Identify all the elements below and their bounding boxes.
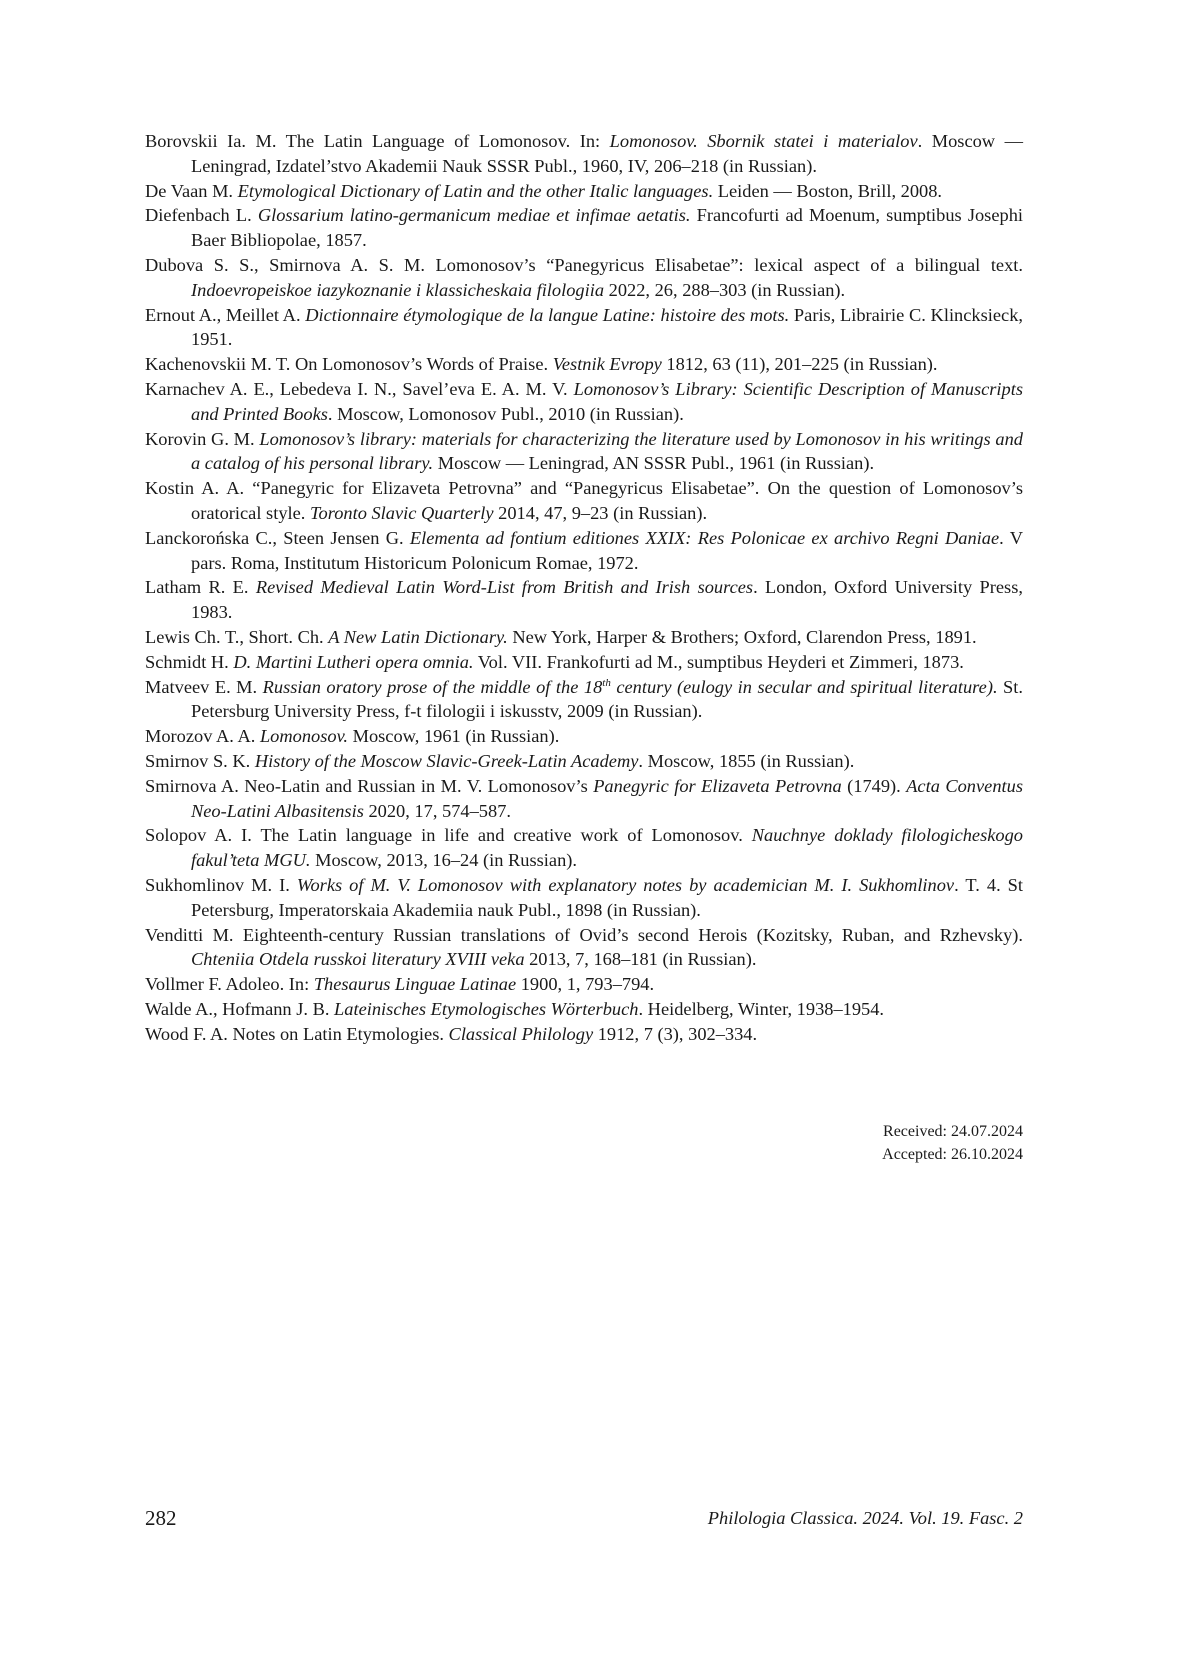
reference-text: (1749). — [841, 775, 907, 796]
reference-text: Kostin A. A. “Panegyric for Elizaveta Petrovna” and “Panegyricus Elisabetae”. On the question of Lomonosov’s oratorical style. — [145, 478, 1023, 523]
reference-text: Morozov A. A. — [145, 726, 260, 747]
reference-text: Moscow, 2013, 16–24 (in Russian). — [310, 850, 577, 871]
reference-entry — [145, 675, 1023, 725]
reference-entry — [145, 823, 1023, 873]
reference-text: Kachenovskii M. T. On Lomonosov’s Words of Praise. — [145, 354, 553, 375]
accepted-date: Accepted: 26.10.2024 — [882, 1146, 1023, 1163]
reference-entry — [145, 625, 1023, 650]
reference-entry — [145, 427, 1023, 477]
reference-entry — [145, 575, 1023, 625]
reference-entry — [145, 179, 1023, 204]
reference-title-italic: D. Martini Lutheri opera omnia. — [233, 651, 474, 672]
reference-entry — [145, 873, 1023, 923]
reference-title-italic: Russian oratory prose of the middle of the 18 — [262, 676, 603, 697]
reference-text: De Vaan M. — [145, 180, 238, 201]
reference-title-italic: Thesaurus Linguae Latinae — [313, 974, 517, 995]
reference-text: Smirnova A. Neo-Latin and Russian in M. V. Lomonosov’s — [145, 775, 594, 796]
reference-text: Lanckorońska C., Steen Jensen G. — [145, 527, 410, 548]
reference-text: Vollmer F. Adoleo. In: — [145, 974, 314, 995]
reference-entry — [145, 774, 1023, 824]
reference-text: Lewis Ch. T., Short. Ch. — [145, 626, 329, 647]
reference-title-italic: Dictionnaire étymologique de la langue Latine: histoire des mots. — [305, 304, 790, 325]
reference-title-italic: Vestnik Evropy — [552, 354, 662, 375]
reference-text: St. Petersburg University Press, f-t filologii i iskusstv, 2009 (in Russian). — [191, 676, 1023, 722]
reference-superscript: th — [602, 676, 611, 689]
reference-text: Venditti M. Eighteenth-century Russian translations of Ovid’s second Herois (Kozitsky, Ruban, and Rzhevsky). — [145, 924, 1023, 945]
reference-entry — [145, 476, 1023, 526]
reference-title-italic: Nauchnye doklady filologicheskogo fakul’teta MGU. — [191, 825, 1023, 871]
reference-title-italic: Toronto Slavic Quarterly — [309, 502, 494, 523]
reference-text: 2020, 17, 574–587. — [363, 800, 511, 821]
reference-title-italic: century (eulogy in secular and spiritual literature). — [610, 676, 998, 697]
reference-entry — [145, 303, 1023, 353]
reference-title-italic: Revised Medieval Latin Word-List from British and Irish sources — [255, 577, 754, 598]
reference-text: 1812, 63 (11), 201–225 (in Russian). — [661, 354, 938, 375]
reference-title-italic: Elementa ad fontium editiones XXIX: Res Polonicae ex archivo Regni Daniae — [409, 527, 1000, 548]
page-number: 282 — [145, 1506, 177, 1530]
reference-list — [145, 129, 1023, 1046]
reference-text: Borovskii Ia. M. The Latin Language of Lomonosov. In: — [145, 131, 610, 151]
reference-title-italic: Lomonosov. Sbornik statei i materialov — [609, 131, 918, 151]
reference-title-italic: Acta Conventus Neo-Latini Albasitensis — [191, 775, 1023, 821]
reference-entry — [145, 724, 1023, 749]
reference-text: Leiden — Boston, Brill, 2008. — [713, 180, 943, 201]
reference-text: . Moscow — Leningrad, Izdatel’stvo Akademii Nauk SSSR Publ., 1960, IV, 206–218 (in Russian). — [191, 131, 1023, 176]
reference-entry — [145, 526, 1023, 576]
reference-text: Karnachev A. E., Lebedeva I. N., Savel’eva E. A. M. V. — [145, 378, 574, 399]
reference-text: 2014, 47, 9–23 (in Russian). — [493, 502, 708, 523]
reference-title-italic: Etymological Dictionary of Latin and the other Italic languages. — [237, 180, 714, 201]
reference-text: Paris, Librairie C. Klincksieck, 1951. — [191, 304, 1023, 350]
reference-title-italic: Works of M. V. Lomonosov with explanatory notes by academician M. I. Sukhomlinov — [296, 874, 955, 895]
received-date: Received: 24.07.2024 — [883, 1123, 1023, 1140]
reference-title-italic: Lateinisches Etymologisches Wörterbuch — [334, 998, 639, 1019]
reference-text: . London, Oxford University Press, 1983. — [191, 577, 1023, 623]
reference-entry — [145, 972, 1023, 997]
reference-entry — [145, 253, 1023, 303]
reference-entry — [145, 129, 1023, 179]
reference-text: 2022, 26, 288–303 (in Russian). — [604, 279, 846, 300]
reference-entry — [145, 377, 1023, 427]
reference-title-italic: Classical Philology — [448, 1023, 594, 1044]
reference-text: . Heidelberg, Winter, 1938–1954. — [638, 998, 885, 1019]
reference-text: 2013, 7, 168–181 (in Russian). — [524, 949, 757, 970]
reference-entry — [145, 997, 1023, 1022]
reference-text: Francofurti ad Moenum, sumptibus Josephi Baer Bibliopolae, 1857. — [191, 205, 1024, 251]
reference-text: . Moscow, Lomonosov Publ., 2010 (in Russian). — [327, 403, 684, 424]
reference-text: Walde A., Hofmann J. B. — [145, 998, 335, 1019]
reference-entry — [145, 923, 1023, 973]
reference-text: . Moscow, 1855 (in Russian). — [638, 750, 855, 771]
reference-text: Moscow — Leningrad, AN SSSR Publ., 1961 (in Russian). — [433, 453, 875, 474]
reference-text: Latham R. E. — [145, 577, 256, 598]
reference-title-italic: Lomonosov’s library: materials for characterizing the literature used by Lomonosov in his writings and a catalog of his personal library. — [191, 428, 1023, 474]
reference-text: Diefenbach L. — [145, 205, 258, 226]
reference-text: Moscow, 1961 (in Russian). — [348, 726, 560, 747]
reference-entry — [145, 1022, 1023, 1047]
reference-text: New York, Harper & Brothers; Oxford, Clarendon Press, 1891. — [507, 626, 977, 647]
reference-text: Schmidt H. — [145, 651, 234, 672]
reference-text: Ernout A., Meillet A. — [145, 304, 306, 325]
reference-text: . T. 4. St Petersburg, Imperatorskaia Akademiia nauk Publ., 1898 (in Russian). — [191, 874, 1024, 920]
reference-title-italic — [602, 677, 611, 697]
reference-entry — [145, 650, 1023, 675]
reference-title-italic: A New Latin Dictionary. — [328, 626, 508, 647]
submission-dates — [882, 1120, 1023, 1166]
reference-entry — [145, 749, 1023, 774]
reference-title-italic: Glossarium latino-germanicum mediae et infimae aetatis. — [257, 205, 691, 226]
reference-title-italic: Indoevropeiskoe iazykoznanie i klassicheskaia filologiia — [191, 279, 605, 300]
reference-text: Matveev E. M. — [145, 676, 263, 697]
reference-title-italic: Lomonosov’s Library: Scientific Description of Manuscripts and Printed Books — [191, 378, 1023, 424]
reference-text: Wood F. A. Notes on Latin Etymologies. — [145, 1023, 449, 1044]
reference-text: 1900, 1, 793–794. — [516, 974, 655, 995]
reference-text: . V pars. Roma, Institutum Historicum Polonicum Romae, 1972. — [191, 527, 1023, 573]
journal-running-footer: Philologia Classica. 2024. Vol. 19. Fasc. 2 — [707, 1508, 1023, 1528]
reference-entry — [145, 352, 1023, 377]
reference-entry — [145, 203, 1023, 253]
reference-text: Korovin G. M. — [145, 428, 260, 449]
reference-text: 1912, 7 (3), 302–334. — [593, 1023, 758, 1044]
reference-text: Vol. VII. Frankofurti ad M., sumptibus Heyderi et Zimmeri, 1873. — [473, 651, 964, 672]
reference-text: Dubova S. S., Smirnova A. S. M. Lomonosov’s “Panegyricus Elisabetae”: lexical aspect of a bilingual text. — [145, 254, 1023, 275]
reference-title-italic: Panegyric for Elizaveta Petrovna — [593, 775, 842, 796]
reference-title-italic: History of the Moscow Slavic-Greek-Latin Academy — [254, 750, 639, 771]
reference-title-italic: Lomonosov. — [259, 726, 348, 747]
reference-title-italic: Chteniia Otdela russkoi literatury XVIII veka — [191, 949, 525, 970]
reference-text: Solopov A. I. The Latin language in life and creative work of Lomonosov. — [145, 825, 752, 846]
reference-text: Sukhomlinov M. I. — [145, 874, 297, 895]
reference-text: Smirnov S. K. — [145, 750, 255, 771]
